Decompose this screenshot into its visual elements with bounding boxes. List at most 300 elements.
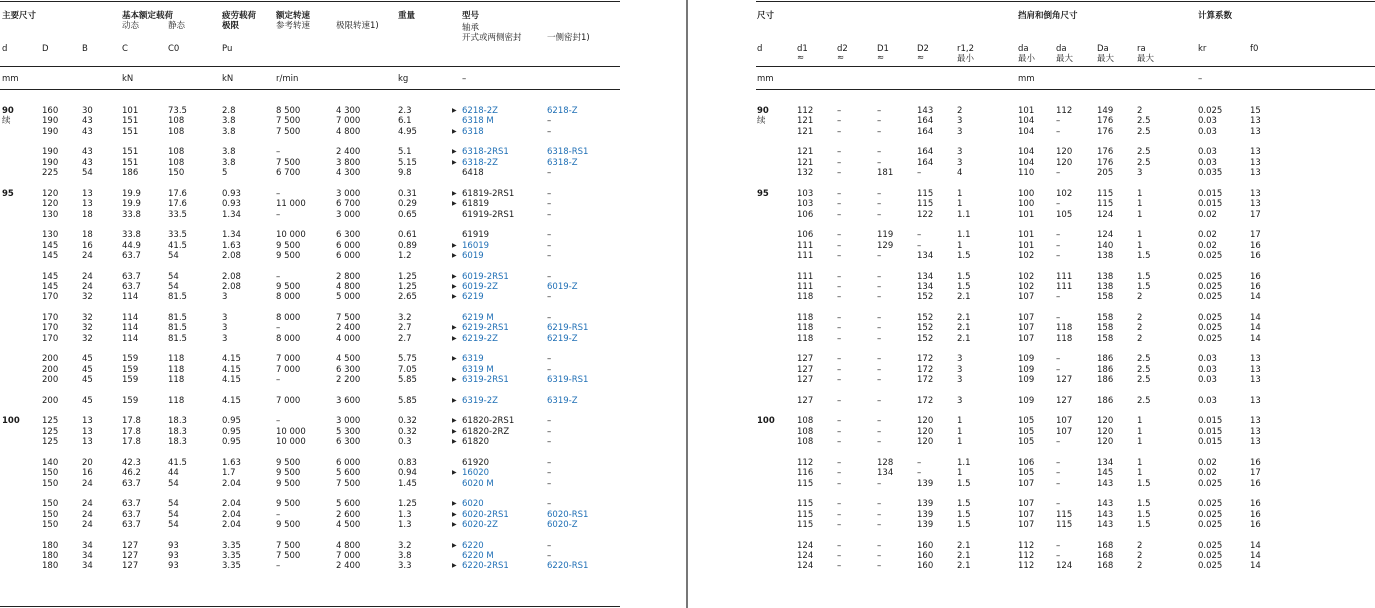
factor-f0: 13 (1250, 188, 1261, 199)
width-B: 13 (82, 437, 93, 448)
popular-item-icon: ▶ (452, 355, 457, 363)
designation-link[interactable]: 6220 M (462, 551, 494, 561)
unit-mm: mm (2, 74, 19, 84)
dim-d1: 115 (797, 478, 814, 489)
abutment-da-min: 100 (1018, 188, 1035, 199)
fatigue-limit-Pu: 3.8 (222, 126, 236, 137)
outer-D: 225 (42, 168, 59, 179)
dim-d1: 103 (797, 188, 814, 199)
limiting-speed: 7 000 (336, 551, 361, 561)
fillet-ra-max: 2 (1137, 313, 1143, 323)
dim-D1: – (877, 209, 882, 220)
popular-item-icon: ▶ (452, 541, 457, 549)
dim-D2: – (917, 468, 922, 479)
width-B: 34 (82, 540, 93, 551)
header-rule-2 (0, 89, 620, 90)
abutment-Da-max: 168 (1097, 551, 1114, 561)
designation-link[interactable]: 6219-2RS1 (462, 323, 509, 334)
abutment-da-max: 120 (1056, 147, 1073, 158)
fatigue-limit-Pu: 2.04 (222, 499, 241, 510)
factor-f0: 13 (1250, 126, 1261, 137)
abutment-Da-max: 186 (1097, 364, 1114, 375)
outer-D: 120 (42, 188, 59, 199)
sym-f0: f0 (1250, 44, 1259, 54)
chamfer-r12: 1.5 (957, 509, 971, 520)
dynamic-load-C: 33.8 (122, 230, 141, 241)
unit-rmin: r/min (276, 74, 299, 84)
chamfer-r12: 2.1 (957, 561, 971, 572)
designation-link[interactable]: 6219-2Z (462, 333, 498, 344)
unit-dash-right: – (1198, 74, 1203, 84)
limiting-speed: 5 000 (336, 292, 361, 303)
abutment-da-min: 104 (1018, 116, 1035, 127)
dim-D1: – (877, 395, 882, 406)
dim-d1: 115 (797, 509, 814, 520)
limiting-speed: 4 800 (336, 540, 361, 551)
fillet-ra-max: 1 (1137, 457, 1143, 468)
reference-speed: – (276, 509, 281, 520)
chamfer-r12: 1.1 (957, 209, 971, 220)
static-load-C0: 81.5 (168, 292, 187, 303)
popular-item-icon: ▶ (452, 293, 457, 301)
dim-d1: 127 (797, 395, 814, 406)
outer-D: 170 (42, 292, 59, 303)
designation-link[interactable]: 6020-2Z (462, 520, 498, 530)
dim-D2: 134 (917, 282, 934, 292)
one-side-designation: – (547, 292, 552, 303)
dynamic-load-C: 63.7 (122, 251, 141, 261)
designation-link[interactable]: 6319 (462, 354, 484, 365)
header-calc: 计算系数 (1198, 11, 1233, 21)
sym-Pu: Pu (222, 44, 233, 54)
static-load-C0: 118 (168, 354, 185, 365)
width-B: 43 (82, 147, 93, 158)
mass-kg: 2.3 (398, 106, 412, 116)
one-side-designation: – (547, 364, 552, 375)
dynamic-load-C: 159 (122, 354, 139, 365)
dim-d1: 118 (797, 292, 814, 303)
factor-f0: 13 (1250, 416, 1261, 427)
one-side-designation[interactable]: 6020-RS1 (547, 509, 589, 520)
limiting-speed: 6 700 (336, 199, 361, 210)
outer-D: 200 (42, 354, 59, 365)
abutment-da-max: – (1056, 540, 1061, 551)
factor-kr: 0.025 (1198, 478, 1223, 489)
one-side-designation[interactable]: 6219-RS1 (547, 323, 589, 334)
abutment-Da-max: 168 (1097, 540, 1114, 551)
dim-D2: 143 (917, 106, 934, 116)
reference-speed: – (276, 561, 281, 572)
limiting-speed: 3 000 (336, 416, 361, 427)
dim-D1: – (877, 106, 882, 116)
reference-speed: 7 000 (276, 354, 301, 365)
chamfer-r12: 3 (957, 116, 963, 127)
factor-f0: 16 (1250, 499, 1261, 510)
reference-speed: 8 500 (276, 106, 301, 116)
reference-speed: 8 000 (276, 292, 301, 303)
abutment-da-min: 109 (1018, 354, 1035, 365)
factor-kr: 0.015 (1198, 416, 1223, 427)
dynamic-load-C: 114 (122, 313, 139, 323)
factor-f0: 13 (1250, 395, 1261, 406)
designation-link[interactable]: 6019 (462, 251, 484, 261)
fatigue-limit-Pu: 4.15 (222, 354, 241, 365)
mass-kg: 0.32 (398, 416, 417, 427)
dim-d1: 112 (797, 106, 814, 116)
reference-speed: – (276, 271, 281, 282)
reference-speed: 9 500 (276, 520, 301, 530)
top-rule (0, 1, 620, 2)
dynamic-load-C: 63.7 (122, 271, 141, 282)
dim-D2: 152 (917, 333, 934, 344)
dim-D2: 120 (917, 416, 934, 427)
designation-link[interactable]: 6220 (462, 540, 484, 551)
limiting-speed: 7 500 (336, 313, 361, 323)
dim-D1: – (877, 509, 882, 520)
dim-D1: – (877, 282, 882, 292)
dim-d1: 124 (797, 561, 814, 572)
dim-d2: – (837, 240, 842, 251)
limiting-speed: 5 600 (336, 499, 361, 510)
fatigue-limit-Pu: 3.35 (222, 561, 241, 572)
abutment-Da-max: 168 (1097, 561, 1114, 572)
designation-link[interactable]: 6319-2Z (462, 395, 498, 406)
fillet-ra-max: 1 (1137, 240, 1143, 251)
popular-item-icon: ▶ (452, 148, 457, 156)
popular-item-icon: ▶ (452, 252, 457, 259)
dynamic-load-C: 63.7 (122, 499, 141, 510)
abutment-da-max: – (1056, 457, 1061, 468)
abutment-da-min: 102 (1018, 251, 1035, 261)
chamfer-r12: 1 (957, 426, 963, 437)
abutment-da-min: 107 (1018, 292, 1035, 303)
dim-d2: – (837, 271, 842, 282)
width-B: 24 (82, 251, 93, 261)
reference-speed: 10 000 (276, 426, 306, 437)
abutment-Da-max: 143 (1097, 509, 1114, 520)
unit-kN-2: kN (222, 74, 234, 84)
abutment-da-min: 106 (1018, 457, 1035, 468)
factor-f0: 16 (1250, 509, 1261, 520)
static-load-C0: 150 (168, 168, 185, 179)
mass-kg: 2.65 (398, 292, 417, 303)
dim-d1: 103 (797, 199, 814, 210)
abutment-Da-max: 158 (1097, 323, 1114, 334)
abutment-Da-max: 115 (1097, 188, 1114, 199)
designation-link[interactable]: 16019 (462, 240, 490, 251)
designation-link[interactable]: 6020 M (462, 478, 494, 489)
sym-C: C (122, 44, 128, 54)
dynamic-load-C: 159 (122, 364, 139, 375)
dim-d1: 127 (797, 364, 814, 375)
fatigue-limit-Pu: 3 (222, 313, 228, 323)
dynamic-load-C: 63.7 (122, 520, 141, 530)
factor-f0: 15 (1250, 106, 1261, 116)
dim-D2: 122 (917, 209, 934, 220)
fatigue-limit-Pu: 4.15 (222, 375, 241, 386)
label-max-Da: 最大 (1097, 54, 1115, 64)
factor-f0: 16 (1250, 282, 1261, 292)
fatigue-limit-Pu: 1.63 (222, 240, 241, 251)
abutment-da-max: – (1056, 364, 1061, 375)
outer-D: 145 (42, 251, 59, 261)
reference-speed: 9 500 (276, 457, 301, 468)
designation-link[interactable]: 6020 (462, 499, 484, 510)
dim-d1: 108 (797, 426, 814, 437)
header-limit-speed: 极限转速1) (336, 21, 379, 31)
one-side-designation: – (547, 416, 552, 427)
static-load-C0: 54 (168, 271, 179, 282)
unit-kg: kg (398, 74, 409, 84)
static-load-C0: 118 (168, 364, 185, 375)
dim-D2: 164 (917, 126, 934, 137)
factor-kr: 0.02 (1198, 209, 1217, 220)
static-load-C0: 54 (168, 499, 179, 510)
approx-D1: ≈ (877, 53, 885, 63)
width-B: 16 (82, 240, 93, 251)
dim-d2: – (837, 561, 842, 572)
label-max-da: 最大 (1056, 54, 1074, 64)
abutment-da-min: 112 (1018, 551, 1035, 561)
dim-D1: 181 (877, 168, 894, 179)
bore-d: 95 (2, 188, 14, 199)
outer-D: 190 (42, 157, 59, 168)
one-side-designation[interactable]: 6220-RS1 (547, 561, 589, 572)
dynamic-load-C: 63.7 (122, 282, 141, 292)
abutment-Da-max: 186 (1097, 354, 1114, 365)
static-load-C0: 54 (168, 478, 179, 489)
approx-d1: ≈ (797, 53, 805, 63)
dynamic-load-C: 114 (122, 292, 139, 303)
one-side-designation: – (547, 551, 552, 561)
width-B: 30 (82, 106, 93, 116)
dim-D1: 119 (877, 230, 894, 241)
static-load-C0: 108 (168, 147, 185, 158)
limiting-speed: 3 000 (336, 209, 361, 220)
factor-f0: 13 (1250, 354, 1261, 365)
factor-f0: 14 (1250, 323, 1261, 334)
outer-D: 145 (42, 271, 59, 282)
designation-link[interactable]: 6219 (462, 292, 484, 303)
outer-D: 170 (42, 323, 59, 334)
limiting-speed: 4 300 (336, 168, 361, 179)
limiting-speed: 6 000 (336, 240, 361, 251)
dim-D1: – (877, 126, 882, 137)
dim-D1: – (877, 333, 882, 344)
static-load-C0: 81.5 (168, 323, 187, 334)
chamfer-r12: 1.1 (957, 230, 971, 241)
dim-d1: 121 (797, 157, 814, 168)
fatigue-limit-Pu: 3.35 (222, 551, 241, 561)
width-B: 24 (82, 478, 93, 489)
outer-D: 180 (42, 551, 59, 561)
dim-D2: 134 (917, 271, 934, 282)
factor-f0: 16 (1250, 240, 1261, 251)
designation-link[interactable]: 6318 (462, 126, 484, 137)
mass-kg: 3.3 (398, 561, 412, 572)
one-side-designation[interactable]: 6020-Z (547, 520, 578, 530)
one-side-designation[interactable]: 6319-Z (547, 395, 578, 406)
designation-link[interactable]: 16020 (462, 468, 490, 479)
dim-D1: – (877, 323, 882, 334)
fatigue-limit-Pu: 0.93 (222, 199, 241, 210)
mass-kg: 6.1 (398, 116, 412, 127)
designation-link[interactable]: 6019-2Z (462, 282, 498, 292)
one-side-designation: – (547, 126, 552, 137)
header-rule-right-2 (756, 89, 1375, 90)
one-side-designation[interactable]: 6318-RS1 (547, 147, 589, 158)
fillet-ra-max: 2.5 (1137, 375, 1151, 386)
abutment-da-max: 115 (1056, 520, 1073, 530)
one-side-designation[interactable]: 6019-Z (547, 282, 578, 292)
factor-kr: 0.025 (1198, 271, 1223, 282)
chamfer-r12: 2.1 (957, 292, 971, 303)
dim-D1: – (877, 157, 882, 168)
abutment-da-min: 101 (1018, 106, 1035, 116)
outer-D: 180 (42, 561, 59, 572)
abutment-da-max: 118 (1056, 323, 1073, 334)
designation-link[interactable]: 6220-2RS1 (462, 561, 509, 572)
header-rule-right-1 (756, 66, 1375, 67)
factor-kr: 0.025 (1198, 509, 1223, 520)
designation-link[interactable]: 6019-2RS1 (462, 271, 509, 282)
designation-link[interactable]: 6219 M (462, 313, 494, 323)
one-side-designation[interactable]: 6318-Z (547, 157, 578, 168)
designation-link[interactable]: 6319 M (462, 364, 494, 375)
dim-D1: – (877, 540, 882, 551)
dim-d2: – (837, 209, 842, 220)
designation-link[interactable]: 6020-2RS1 (462, 509, 509, 520)
factor-kr: 0.025 (1198, 520, 1223, 530)
dim-D1: 134 (877, 468, 894, 479)
designation-link[interactable]: 6218-2Z (462, 106, 498, 116)
width-B: 24 (82, 520, 93, 530)
factor-kr: 0.025 (1198, 540, 1223, 551)
width-B: 45 (82, 354, 93, 365)
dynamic-load-C: 17.8 (122, 426, 141, 437)
outer-D: 125 (42, 426, 59, 437)
abutment-da-min: 109 (1018, 395, 1035, 406)
dim-d1: 112 (797, 457, 814, 468)
abutment-da-min: 105 (1018, 437, 1035, 448)
limiting-speed: 3 000 (336, 188, 361, 199)
fatigue-limit-Pu: 4.15 (222, 395, 241, 406)
abutment-Da-max: 138 (1097, 251, 1114, 261)
header-rated-speed: 额定转速 (276, 11, 311, 21)
mass-kg: 7.05 (398, 364, 417, 375)
mass-kg: 1.45 (398, 478, 417, 489)
sym-kr: kr (1198, 44, 1207, 54)
fatigue-limit-Pu: 0.93 (222, 188, 241, 199)
fatigue-limit-Pu: 2.04 (222, 478, 241, 489)
designation-link[interactable]: 6318-2Z (462, 157, 498, 168)
designation-link[interactable]: 6319-2RS1 (462, 375, 509, 386)
width-B: 24 (82, 282, 93, 292)
dim-D2: 152 (917, 313, 934, 323)
factor-f0: 13 (1250, 157, 1261, 168)
designation-link[interactable]: 6318-2RS1 (462, 147, 509, 158)
chamfer-r12: 1.5 (957, 520, 971, 530)
page-gutter (686, 0, 688, 608)
static-load-C0: 33.5 (168, 209, 187, 220)
mass-kg: 3.2 (398, 540, 412, 551)
dim-D1: – (877, 199, 882, 210)
factor-kr: 0.02 (1198, 240, 1217, 251)
one-side-designation[interactable]: 6319-RS1 (547, 375, 589, 386)
designation-link[interactable]: 6318 M (462, 116, 494, 127)
popular-item-icon: ▶ (452, 158, 457, 166)
chamfer-r12: 3 (957, 147, 963, 158)
abutment-da-max: 107 (1056, 416, 1073, 427)
dim-d1: 127 (797, 375, 814, 386)
one-side-designation[interactable]: 6219-Z (547, 333, 578, 344)
width-B: 34 (82, 551, 93, 561)
fillet-ra-max: 1.5 (1137, 251, 1151, 261)
fatigue-limit-Pu: 2.08 (222, 251, 241, 261)
dim-d1: 111 (797, 271, 814, 282)
dynamic-load-C: 33.8 (122, 209, 141, 220)
mass-kg: 0.61 (398, 230, 417, 241)
factor-f0: 14 (1250, 313, 1261, 323)
chamfer-r12: 3 (957, 395, 963, 406)
factor-kr: 0.03 (1198, 147, 1217, 158)
static-load-C0: 41.5 (168, 457, 187, 468)
dim-D1: – (877, 499, 882, 510)
factor-f0: 16 (1250, 520, 1261, 530)
dim-D1: – (877, 292, 882, 303)
one-side-designation: – (547, 478, 552, 489)
label-min-da: 最小 (1018, 54, 1036, 64)
abutment-da-min: 107 (1018, 509, 1035, 520)
abutment-da-min: 107 (1018, 323, 1035, 334)
label-min-r: 最小 (957, 54, 975, 64)
one-side-designation: – (547, 437, 552, 448)
header-static: 静态 (168, 21, 186, 31)
fillet-ra-max: 2 (1137, 551, 1143, 561)
outer-D: 160 (42, 106, 59, 116)
factor-kr: 0.02 (1198, 230, 1217, 241)
mass-kg: 0.65 (398, 209, 417, 220)
chamfer-r12: 4 (957, 168, 963, 179)
dynamic-load-C: 151 (122, 157, 139, 168)
one-side-designation[interactable]: 6218-Z (547, 106, 578, 116)
mass-kg: 1.25 (398, 271, 417, 282)
popular-item-icon: ▶ (452, 376, 457, 384)
mass-kg: 1.3 (398, 509, 412, 520)
fatigue-limit-Pu: 0.95 (222, 426, 241, 437)
abutment-da-max: – (1056, 468, 1061, 479)
fatigue-limit-Pu: 2.04 (222, 509, 241, 520)
reference-speed: – (276, 375, 281, 386)
abutment-da-max: 120 (1056, 157, 1073, 168)
reference-speed: – (276, 209, 281, 220)
abutment-da-min: 109 (1018, 375, 1035, 386)
width-B: 13 (82, 188, 93, 199)
outer-D: 190 (42, 147, 59, 158)
dim-D2: 152 (917, 323, 934, 334)
mass-kg: 5.75 (398, 354, 417, 365)
abutment-Da-max: 205 (1097, 168, 1114, 179)
factor-kr: 0.025 (1198, 251, 1223, 261)
dynamic-load-C: 151 (122, 126, 139, 137)
limiting-speed: 6 300 (336, 437, 361, 448)
limiting-speed: 4 500 (336, 520, 361, 530)
dim-d2: – (837, 437, 842, 448)
popular-item-icon: ▶ (452, 469, 457, 477)
unit-dash: – (462, 74, 467, 84)
abutment-da-min: 105 (1018, 468, 1035, 479)
abutment-da-min: 110 (1018, 168, 1035, 179)
